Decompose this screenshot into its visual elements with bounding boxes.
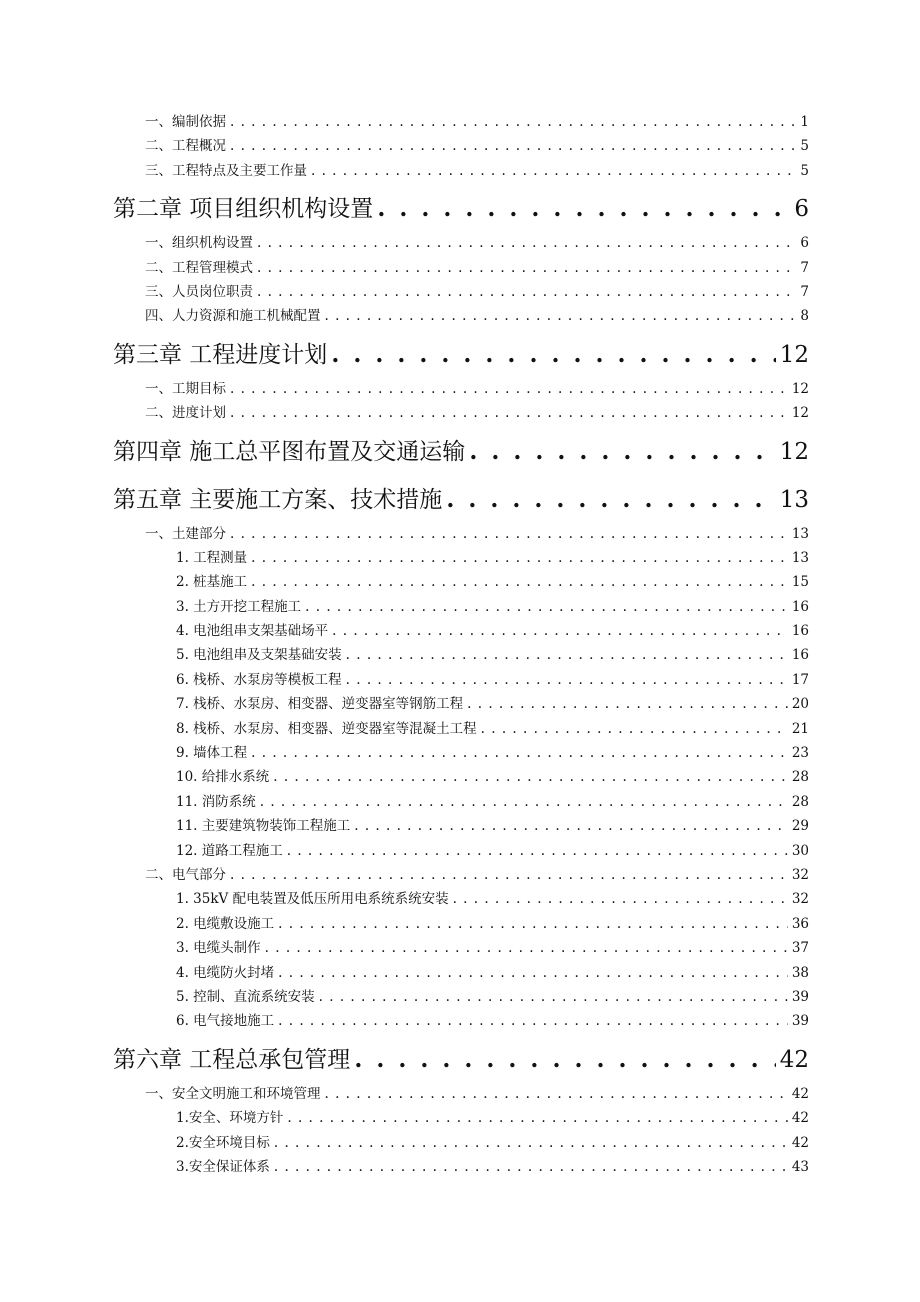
toc-entry-page: 42 [791, 1085, 809, 1102]
dot-leader [354, 1037, 775, 1082]
toc-entry[interactable] [0, 1082, 920, 1106]
toc-subentry-label: 6. 电气接地施工 [176, 1013, 275, 1030]
toc-entry-page: 32 [791, 866, 809, 883]
dot-leader [230, 522, 788, 546]
toc-subentry-label: 4. 电池组串支架基础场平 [176, 623, 329, 640]
toc-chapter[interactable] [0, 1037, 920, 1082]
dot-leader [446, 477, 775, 522]
dot-leader [257, 231, 796, 255]
dot-leader [377, 186, 790, 231]
dot-leader [346, 643, 788, 667]
toc-entry-label: 一、编制依据 [145, 114, 226, 130]
dot-leader [354, 814, 788, 838]
toc-entry[interactable] [0, 231, 920, 255]
toc-chapter[interactable] [0, 332, 920, 377]
toc-subentry[interactable] [0, 985, 920, 1009]
dot-leader [251, 546, 788, 570]
toc-subentry[interactable] [0, 1106, 920, 1130]
dot-leader [346, 668, 788, 692]
toc-chapter-label: 第五章 主要施工方案、技术措施 [113, 486, 443, 513]
toc-subentry-page: 38 [791, 964, 809, 981]
toc-chapter-label: 第四章 施工总平图布置及交通运输 [113, 438, 466, 465]
toc-entry-page: 12 [791, 405, 809, 422]
toc-subentry-label: 1. 工程测量 [176, 549, 248, 566]
toc-entry-label: 一、工期目标 [145, 380, 226, 397]
toc-subentry-page: 43 [791, 1158, 809, 1175]
toc-entry-page: 7 [800, 283, 809, 300]
dot-leader [265, 936, 788, 960]
toc-subentry-label: 5. 控制、直流系统安装 [176, 988, 315, 1005]
toc-subentry[interactable] [0, 717, 920, 741]
toc-subentry[interactable] [0, 1155, 920, 1179]
toc-entry-page: 12 [791, 380, 809, 397]
dot-leader [230, 134, 796, 158]
dot-leader [278, 912, 788, 936]
toc-subentry[interactable] [0, 912, 920, 936]
toc-subentry-page: 17 [791, 671, 809, 688]
dot-leader [287, 839, 788, 863]
toc-chapter-page: 6 [794, 196, 809, 223]
toc-chapter[interactable] [0, 186, 920, 231]
toc-subentry-label: 3. 电缆头制作 [176, 940, 261, 957]
toc-entry-label: 一、组织机构设置 [145, 235, 253, 252]
dot-leader [325, 304, 797, 328]
toc-chapter-label: 第六章 工程总承包管理 [113, 1046, 351, 1073]
dot-leader [251, 741, 788, 765]
toc-subentry[interactable] [0, 961, 920, 985]
toc-subentry-label: 11. 主要建筑物装饰工程施工 [176, 818, 351, 835]
toc-subentry-label: 9. 墙体工程 [176, 745, 248, 762]
toc-subentry[interactable] [0, 570, 920, 594]
table-of-contents [0, 110, 920, 1179]
toc-subentry-label: 2.安全环境目标 [176, 1134, 270, 1151]
toc-entry-label: 四、人力资源和施工机械配置 [145, 308, 321, 325]
toc-entry[interactable] [0, 377, 920, 401]
toc-subentry-page: 16 [791, 623, 809, 640]
toc-chapter-page: 12 [779, 341, 809, 368]
toc-chapter-label: 第三章 工程进度计划 [113, 341, 328, 368]
toc-subentry-page: 36 [791, 915, 809, 932]
dot-leader [481, 717, 788, 741]
toc-subentry[interactable] [0, 1009, 920, 1033]
toc-entry-page: 13 [791, 525, 809, 542]
dot-leader [230, 863, 788, 887]
dot-leader [278, 1009, 788, 1033]
toc-entry-page: 5 [800, 162, 809, 179]
toc-subentry-page: 16 [791, 598, 809, 615]
toc-entry[interactable] [0, 256, 920, 280]
toc-entry-label: 三、工程特点及主要工作量 [145, 162, 307, 179]
dot-leader [467, 692, 788, 716]
toc-subentry[interactable] [0, 643, 920, 667]
toc-subentry-page: 20 [791, 696, 809, 713]
toc-subentry-label: 6. 栈桥、水泵房等模板工程 [176, 671, 342, 688]
toc-entry-label: 二、进度计划 [145, 405, 226, 422]
toc-entry[interactable] [0, 863, 920, 887]
toc-subentry[interactable] [0, 839, 920, 863]
toc-entry[interactable] [0, 280, 920, 304]
dot-leader [273, 765, 788, 789]
toc-entry-label: 二、电气部分 [145, 866, 226, 883]
toc-subentry-page: 42 [791, 1134, 809, 1151]
toc-subentry-page: 32 [791, 891, 809, 908]
toc-subentry-label: 2. 电缆敷设施工 [176, 915, 275, 932]
toc-entry[interactable] [0, 134, 920, 158]
toc-entry-page: 5 [800, 138, 809, 155]
toc-subentry-page: 37 [791, 940, 809, 957]
toc-entry-label: 二、工程管理模式 [145, 259, 253, 276]
toc-chapter[interactable] [0, 477, 920, 522]
toc-chapter-page: 13 [779, 486, 809, 513]
toc-subentry-page: 15 [791, 574, 809, 591]
toc-entry[interactable] [0, 159, 920, 183]
toc-subentry[interactable] [0, 546, 920, 570]
toc-entry[interactable] [0, 304, 920, 328]
toc-subentry-label: 1. 35kV 配电装置及低压所用电系统系统安装 [176, 891, 449, 908]
toc-entry-page: 1 [800, 114, 809, 130]
dot-leader [331, 332, 775, 377]
toc-subentry-label: 5. 电池组串及支架基础安装 [176, 647, 342, 664]
toc-subentry-page: 39 [791, 1013, 809, 1030]
toc-subentry-page: 23 [791, 745, 809, 762]
dot-leader [469, 429, 775, 474]
dot-leader [274, 1155, 788, 1179]
toc-subentry[interactable] [0, 741, 920, 765]
toc-entry-page: 6 [800, 235, 809, 252]
toc-entry-label: 一、安全文明施工和环境管理 [145, 1085, 321, 1102]
toc-entry[interactable] [0, 110, 920, 134]
toc-subentry-page: 21 [791, 720, 809, 737]
toc-subentry[interactable] [0, 1131, 920, 1155]
toc-subentry-label: 7. 栈桥、水泵房、相变器、逆变器室等钢筋工程 [176, 696, 464, 713]
toc-chapter-label: 第二章 项目组织机构设置 [113, 196, 374, 223]
toc-subentry-label: 10. 给排水系统 [176, 769, 270, 786]
toc-subentry[interactable] [0, 595, 920, 619]
toc-entry[interactable] [0, 522, 920, 546]
toc-entry-label: 三、人员岗位职责 [145, 283, 253, 300]
toc-subentry-label: 3. 土方开挖工程施工 [176, 598, 302, 615]
toc-entry-page: 7 [800, 259, 809, 276]
toc-subentry-label: 4. 电缆防火封堵 [176, 964, 275, 981]
dot-leader [251, 570, 788, 594]
dot-leader [274, 1131, 788, 1155]
toc-subentry-label: 2. 桩基施工 [176, 574, 248, 591]
toc-subentry[interactable] [0, 668, 920, 692]
toc-entry[interactable] [0, 401, 920, 425]
dot-leader [319, 985, 788, 1009]
toc-subentry-page: 28 [791, 793, 809, 810]
dot-leader [260, 790, 788, 814]
dot-leader [305, 595, 788, 619]
toc-subentry-page: 16 [791, 647, 809, 664]
toc-entry-label: 一、土建部分 [145, 525, 226, 542]
toc-subentry[interactable] [0, 936, 920, 960]
dot-leader [230, 110, 796, 134]
toc-subentry-page: 13 [791, 549, 809, 566]
toc-subentry-label: 11. 消防系统 [176, 793, 256, 810]
toc-subentry[interactable] [0, 765, 920, 789]
dot-leader [230, 377, 788, 401]
toc-entry-label: 二、工程概况 [145, 138, 226, 155]
toc-subentry-page: 30 [791, 842, 809, 859]
toc-chapter-page: 42 [779, 1046, 809, 1073]
toc-subentry[interactable] [0, 790, 920, 814]
dot-leader [311, 159, 796, 183]
toc-subentry-label: 1.安全、环境方针 [176, 1110, 284, 1127]
dot-leader [453, 887, 788, 911]
toc-subentry[interactable] [0, 887, 920, 911]
toc-subentry[interactable] [0, 619, 920, 643]
toc-subentry-page: 42 [791, 1110, 809, 1127]
dot-leader [257, 256, 796, 280]
toc-subentry-label: 12. 道路工程施工 [176, 842, 283, 859]
dot-leader [230, 401, 788, 425]
toc-subentry-page: 29 [791, 818, 809, 835]
toc-subentry-label: 8. 栈桥、水泵房、相变器、逆变器室等混凝土工程 [176, 720, 477, 737]
dot-leader [278, 961, 788, 985]
dot-leader [257, 280, 796, 304]
toc-entry-page: 8 [800, 308, 809, 325]
toc-subentry-page: 28 [791, 769, 809, 786]
dot-leader [332, 619, 788, 643]
toc-subentry-label: 3.安全保证体系 [176, 1158, 270, 1175]
toc-subentry[interactable] [0, 692, 920, 716]
dot-leader [325, 1082, 788, 1106]
toc-chapter[interactable] [0, 429, 920, 474]
dot-leader [287, 1106, 787, 1130]
toc-subentry-page: 39 [791, 988, 809, 1005]
toc-subentry[interactable] [0, 814, 920, 838]
toc-chapter-page: 12 [779, 438, 809, 465]
